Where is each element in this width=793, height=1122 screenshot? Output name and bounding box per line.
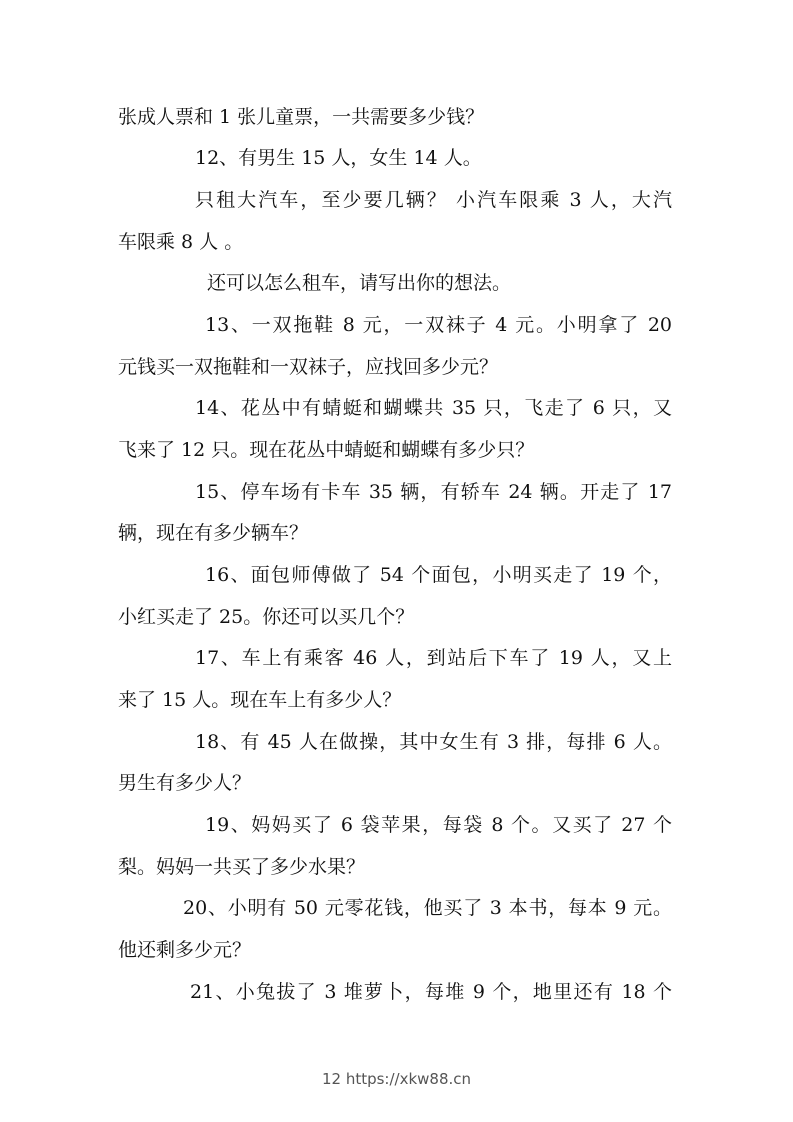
text-line: 张成人票和 1 张儿童票，一共需要多少钱？ (118, 106, 485, 128)
text-line: 车限乘 8 人 。 (118, 231, 244, 253)
text-line: 男生有多少人？ (118, 772, 252, 794)
text-line: 只租大汽车，至少要几辆？ 小汽车限乘 3 人，大汽 (195, 189, 672, 211)
text-line: 飞来了 12 只。现在花丛中蜻蜓和蝴蝶有多少只？ (118, 439, 535, 461)
text-line: 来了 15 人。现在车上有多少人？ (118, 689, 402, 711)
text-line: 小红买走了 25。你还可以买几个？ (118, 606, 415, 628)
question-20: 20、小明有 50 元零花钱，他买了 3 本书，每本 9 元。 (183, 897, 672, 919)
question-13: 13、一双拖鞋 8 元，一双袜子 4 元。小明拿了 20 (205, 314, 672, 336)
question-12: 12、有男生 15 人，女生 14 人。 (195, 147, 482, 169)
page-footer: 12 https://xkw88.cn (321, 1070, 472, 1088)
question-15: 15、停车场有卡车 35 辆，有轿车 24 辆。开走了 17 (195, 481, 672, 503)
question-18: 18、有 45 人在做操，其中女生有 3 排，每排 6 人。 (195, 731, 672, 753)
text-line: 元钱买一双拖鞋和一双袜子，应找回多少元？ (118, 356, 499, 378)
question-14: 14、花丛中有蜻蜓和蝴蝶共 35 只，飞走了 6 只，又 (195, 397, 672, 419)
text-line: 梨。妈妈一共买了多少水果？ (118, 856, 366, 878)
question-17: 17、车上有乘客 46 人，到站后下车了 19 人，又上 (195, 647, 672, 669)
question-19: 19、妈妈买了 6 袋苹果，每袋 8 个。又买了 27 个 (205, 814, 672, 836)
text-line: 还可以怎么租车，请写出你的想法。 (207, 272, 512, 294)
text-line: 他还剩多少元？ (118, 939, 252, 961)
question-21: 21、小兔拔了 3 堆萝卜，每堆 9 个，地里还有 18 个 (190, 981, 672, 1003)
text-line: 辆，现在有多少辆车？ (118, 522, 309, 544)
question-16: 16、面包师傅做了 54 个面包，小明买走了 19 个， (205, 564, 672, 586)
